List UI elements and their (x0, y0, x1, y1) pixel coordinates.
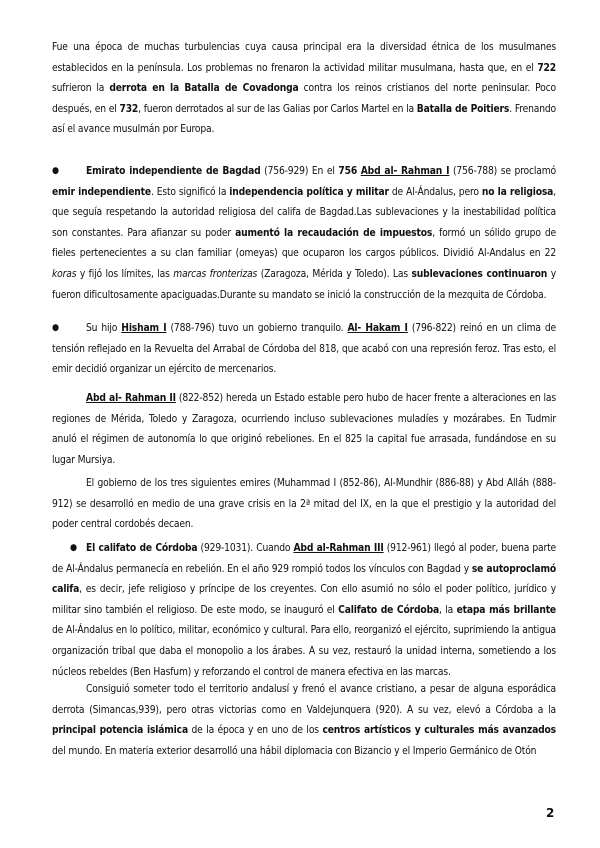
bold-impuestos: aumentó la recaudación de impuestos (235, 227, 433, 239)
text-run: (912-961) llegó al poder, buena parte de Al-Ándalus permanecía en rebelión. En el año 929 rompió todos los vínculos con Bagdad y (52, 543, 556, 575)
text-run: . Esto significó la (150, 186, 230, 198)
text-run: , formó un sólido grupo de fieles pertenecientes a su clan familiar (omeyas) que ocuparon los cargos públicos. Dividió Al-Andalus en 22 (52, 227, 556, 260)
text-run: Su hijo (86, 323, 122, 334)
bold-autoproclamo: se autoproclamó califa (52, 563, 556, 596)
text-run: , que seguía respetando la autoridad religiosa del califa de Bagdad.Las sublevaciones y la inestabilidad política son constantes. Para afianzar su poder (52, 186, 556, 239)
text-run: , fueron derrotados al sur de las Galias por Carlos Martel en la (138, 103, 417, 115)
paragraph-hisham (52, 318, 556, 381)
text-run: (788-796) tuvo un gobierno tranquilo. (166, 323, 348, 334)
text-run: , la (439, 604, 457, 616)
text-run: (756-788) se proclamó (449, 166, 556, 177)
text-run: (796-822) reinó en un clima de tensión reflejado en la Revuelta del Arrabal de Córdoba del 818, que acabó con una represión feroz. Tras esto, el emir decidió organizar un ejército de mercenarios. (52, 323, 557, 376)
text-run: del mundo. En materia exterior desarrolló una hábil diplomacia con Bizancio y el Imperio Germánico de Otón (52, 745, 537, 757)
bullet-icon: ● (52, 166, 59, 176)
ruler-abd-al-rahman-i: Abd al- Rahman I (360, 166, 450, 177)
ruler-al-hakam-i: Al- Hakam I (347, 323, 408, 334)
bullet-icon: ● (70, 543, 77, 553)
ruler-abd-al-rahman-iii: Abd al-Rahman III (293, 543, 384, 554)
text-run: El gobierno de los tres siguientes emires (Muhammad I (852-86), Al-Mundhir (886-88) y Abd Alláh (888-912) se desarrolló en medio de una grave crisis en la 2ª mitad del IX, en la que el prestigio y la autoridad del poder central cordobés decaen. (52, 478, 556, 531)
text-run: contra los reinos cristianos del norte peninsular. Poco después, en el (52, 83, 556, 115)
bold-emir-independiente: emir independiente (52, 186, 151, 198)
italic-marcas: marcas fronterizas (173, 268, 258, 280)
bold-no-religiosa: no la religiosa (481, 186, 554, 198)
bold-year-722: 722 (537, 62, 556, 74)
text-run: (756-929) En el (260, 166, 339, 177)
paragraph-invasion (52, 38, 556, 141)
text-run: (822-852) hereda un Estado estable pero hubo de hacer frente a alteraciones en las regiones de Mérida, Toledo y Zaragoza, ocurriendo incluso sublevaciones muladíes y mozárabes. En Tudmir anuló el régimen de autonomía lo que originó rebeliones. En el 825 la capital fue arrasada, fundándose en su lugar Mursiya. (52, 393, 557, 466)
bold-califato-cordoba: Califato de Córdoba (338, 604, 440, 616)
bold-sublevaciones: sublevaciones continuaron (411, 268, 548, 280)
text-run: (929-1031). Cuando (197, 543, 294, 554)
paragraph-emirato (52, 161, 556, 306)
text-run: y fijó los límites, las (76, 268, 174, 280)
bold-heading-califato: El califato de Córdoba (86, 543, 198, 554)
text-run: , es decir, jefe religioso y príncipe de los creyentes. Con ello asumió no sólo el poder político, jurídico y militar sino también el religioso. De este modo, se inauguró el (52, 584, 556, 616)
paragraph-califato (52, 538, 556, 683)
bold-centros-artisticos: centros artísticos y culturales más avanzados (322, 725, 556, 737)
text-run: de Al-Ándalus, pero (388, 186, 482, 198)
ruler-abd-al-rahman-ii: Abd al- Rahman II (86, 393, 176, 404)
paragraph-conquistas (52, 680, 556, 762)
paragraph-abd-al-rahman-ii (52, 389, 556, 471)
text-run: Fue una época de muchas turbulencias cuya causa principal era la diversidad étnica de los musulmanes establecidos en la península. Los problemas no frenaron la actividad militar musulmana, hasta que, en el (52, 42, 556, 74)
ruler-hisham-i: Hisham I (121, 323, 167, 334)
bold-covadonga: derrota en la Batalla de Covadonga (109, 83, 299, 95)
bullet-icon: ● (52, 323, 59, 333)
text-run: . Frenando así el avance musulmán por Europa. (52, 103, 556, 136)
text-run: de la época y en uno de los (188, 725, 323, 737)
italic-koras: koras (52, 268, 77, 280)
bold-independencia: independencia política y militar (229, 186, 389, 198)
bold-poitiers: Batalla de Poitiers (416, 103, 510, 115)
bold-heading-emirato: Emirato independiente de Bagdad (86, 166, 261, 177)
text-run: Consiguió someter todo el territorio andalusí y frenó el avance cristiano, a pesar de alguna esporádica derrota (Simancas,939), pero otras victorias como en Valdejunquera (920). A su vez, elevó a Córdoba a la (52, 684, 556, 716)
paragraph-tres-emires (52, 474, 556, 536)
bold-year-732: 732 (119, 103, 139, 115)
bold-etapa-brillante: etapa más brillante (456, 604, 556, 616)
text-run: y fueron dificultosamente apaciguadas.Durante su mandato se inició la construcción de la mezquita de Córdoba. (52, 268, 556, 301)
text-run: sufrieron la (52, 83, 110, 95)
page-number: 2 (546, 806, 555, 820)
bold-principal-potencia: principal potencia islámica (52, 725, 188, 737)
bold-year-756: 756 (338, 166, 358, 177)
text-run: de Al-Ándalus en lo político, militar, económico y cultural. Para ello, reorganizó el ejército, suprimiendo la antigua organización tribal que daba el monopolio a los árabes. A su vez, restauró la unidad interna, sometiendo a los núcleos rebeldes (Ben Hasfum) y reforzando el control de manera efectiva en las marcas. (52, 625, 556, 678)
text-run: (Zaragoza, Mérida y Toledo). Las (257, 268, 412, 280)
